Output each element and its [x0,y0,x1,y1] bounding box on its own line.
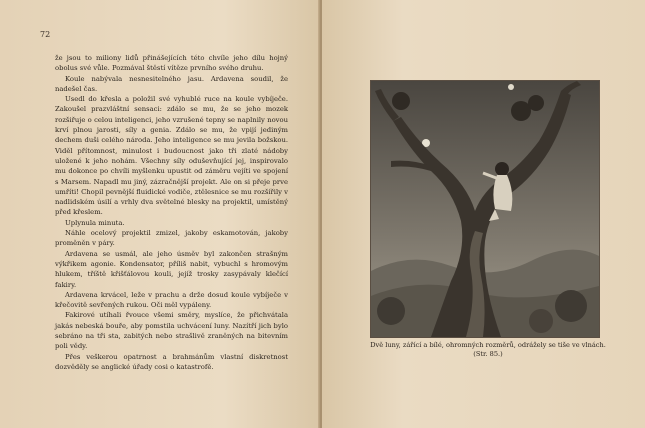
paragraph: Ardavena se usmál, ale jeho úsměv byl zakončen strašným výkřikem agonie. Kondensator, příliš nabit, vybuchl s hromovým hlukem, tříště křišťálovou kouli, jejíž trosky zasypávaly klečící fakiry. [55,249,288,289]
illustration [370,80,600,338]
body-text [55,53,288,372]
paragraph: Přes veškerou opatrnost a brahmánům vlastní diskretnost dozvěděly se anglické úřady cosi o katastrofě. [55,352,288,371]
left-page [0,0,320,428]
paragraph: Fakirové utíhali řvouce všemi směry, myslíce, že přichvátala jakás nebeská bouře, aby pomstila uchvácení luny. Nazítří jich bylo sebráno na tři sta, zabitých nebo strašlivě zraněných na bitevním poli vědy. [55,311,288,351]
paragraph: Ardavena krvácel, leže v prachu a drže dosud koule vybíječe v křečovitě sevřených rukou. Oči měl vypáleny. [55,290,288,310]
paragraph: že jsou to miliony lidů přinášejících této chvíle jeho dílu hojný obolus své vůle. Pozmával štěstí vítěze prvního svého druhu. [55,54,288,73]
tree-girl-illustration-icon [371,81,599,337]
paragraph: Usedl do křesla a položil své vyhublé ruce na koule vybíječe. Zakoušel prazvláštní sensaci: zdálo se mu, že se jeho mozek rozšiřuje o celou inteligenci, jeho vzrušené tepny se naplnily novou krví plnou jarosti, síly a genia. Zdálo se mu, že vpijí jediným dechem duši celého národa. Jeho inteligence se mu jevila božskou. Viděl přítomnost, minulost i budoucnost jako tři zlaté nádoby uložené k jeho nohám. Všechny síly oduševňující jej, inspirovalo mu dokonce po chvíli myšlenku upustit od záměru vejíti ve spojení s Marsem. Napadl mu jiný, zázračnější projekt. Ale on si přeje prve umříti! Chopil pevnější fluidické vodiče, ztělesnice se mu rozšířily v nadlidském úsilí a vrhly dva světelné blesky na projektil, umístěný před křeslem. [55,95,288,217]
paragraph: Koule nabývala nesnesitelného jasu. Ardavena soudil, že nadešel čas. [55,74,288,93]
page-number: 72 [40,30,51,39]
illustration-caption: Dvě luny, zářící a bílé, ohromných rozměrů, odrážely se tiše ve vlnách. (Str. 85.) [370,341,606,358]
paragraph: Uplynula minuta. [65,218,125,227]
paragraph: Náhle ocelový projektil zmizel, jakoby eskamotován, jakoby proměněn v páry. [55,229,288,248]
